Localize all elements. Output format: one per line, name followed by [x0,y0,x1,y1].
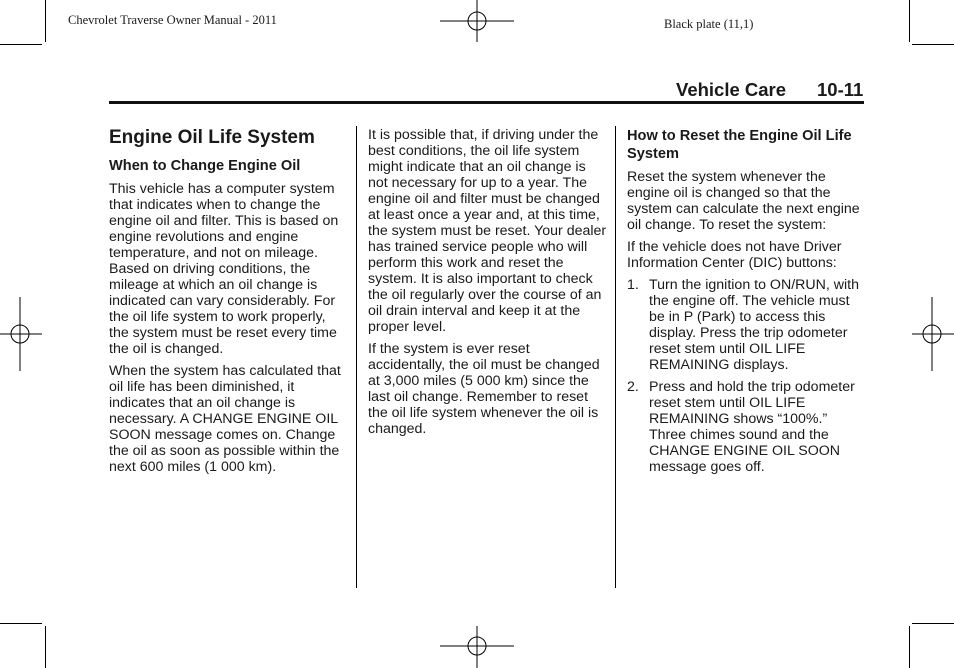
crop-mark [909,626,910,668]
section-title: Vehicle Care [676,79,787,100]
crop-mark [912,623,954,624]
paragraph: Reset the system whenever the engine oil is changed so that the system can calculate the next engine oil change. To reset the system: [627,169,860,233]
crop-mark [0,623,42,624]
registration-mark-right [910,297,954,371]
paragraph: It is possible that, if driving under the best conditions, the oil life system might indicate that an oil change is not necessary for up to a year. The engine oil and filter must be changed at least once a year and, at this time, the system must be reset. Your dealer has trained service people who will perform this work and reset the system. It is also important to check the oil regularly over the course of an oil drain interval and keep it at the proper level. [368,127,607,335]
crop-mark [45,0,46,42]
registration-mark-left [0,297,44,371]
crop-mark [909,0,910,42]
column-1 [109,127,349,481]
column-2 [368,127,608,443]
column-divider [356,126,357,588]
step-text: Turn the ignition to ON/RUN, with the engine off. The vehicle must be in P (Park) to access this display. Press the trip odometer reset stem until OIL LIFE REMAINING displays. [649,277,859,373]
paragraph: If the system is ever reset accidentally, the oil must be changed at 3,000 miles (5 000 km) since the last oil change. Remember to reset the oil life system whenever the oil is changed. [368,341,600,437]
step-item [627,277,867,373]
step-item [627,379,867,475]
step-text: Press and hold the trip odometer reset stem until OIL LIFE REMAINING shows “100%.” Three chimes sound and the CHANGE ENGINE OIL SOON message goes off. [649,379,855,475]
registration-mark-top [440,0,514,44]
column-3 [627,127,867,481]
step-number: 1. [627,277,639,293]
registration-mark-bottom [440,624,514,668]
header-rule [109,101,864,104]
column-divider [615,126,616,588]
subheading: How to Reset the Engine Oil Life System [627,128,852,162]
paragraph: This vehicle has a computer system that indicates when to change the engine oil and filter. This is based on engine revolutions and engine temperature, and not on mileage. Based on driving conditions, the mileage at which an oil change is indicated can vary considerably. For the oil life system to work properly, the system must be reset every time the oil is changed. [109,181,339,357]
crop-mark [912,44,954,45]
subheading: When to Change Engine Oil [109,158,301,174]
page-title: Engine Oil Life System [109,127,315,148]
crop-mark [0,44,42,45]
plate-label: Black plate (11,1) [664,17,754,31]
paragraph: When the system has calculated that oil life has been diminished, it indicates that an oil change is necessary. A CHANGE ENGINE OIL SOON message comes on. Change the oil as soon as possible within the next 600 miles (1 000 km). [109,363,341,475]
page-number: 10-11 [817,79,864,100]
manual-title: Chevrolet Traverse Owner Manual - 2011 [68,13,277,27]
crop-mark [45,626,46,668]
paragraph: If the vehicle does not have Driver Information Center (DIC) buttons: [627,239,842,271]
step-number: 2. [627,379,639,395]
